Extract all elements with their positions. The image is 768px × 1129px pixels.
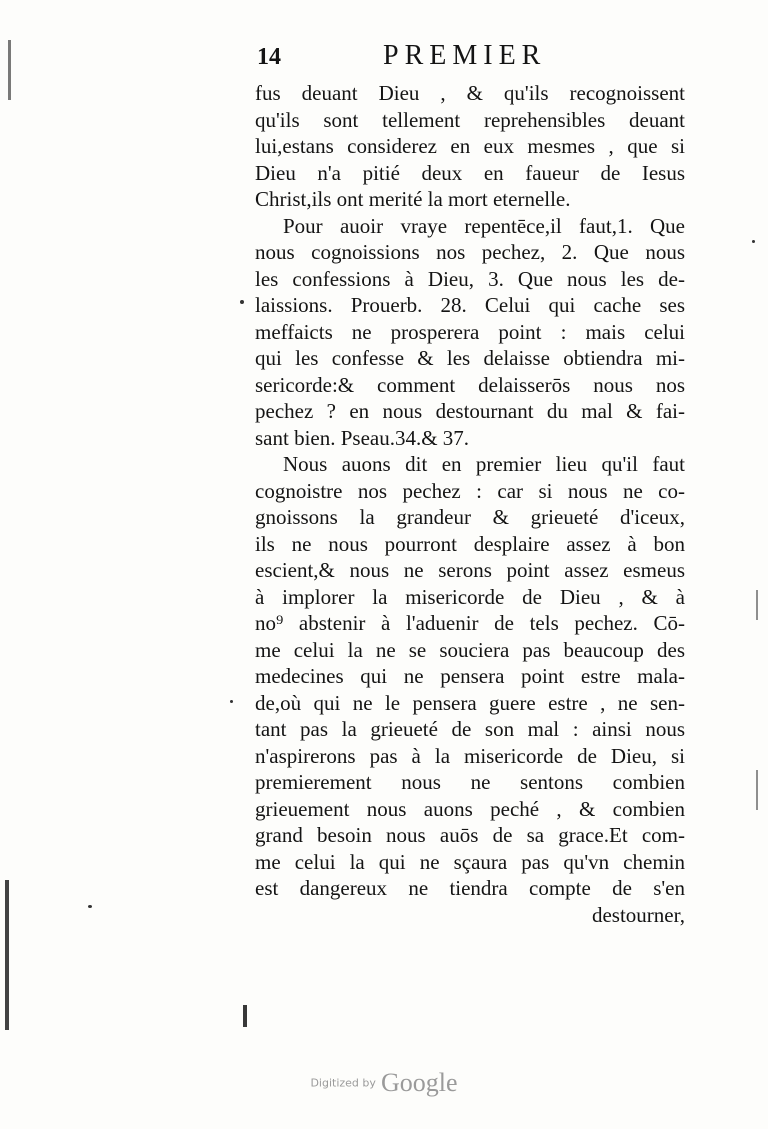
text-line: medecines qui ne pensera point estre mala- [255, 664, 685, 688]
text-line: lui,estans considerez en eux mesmes , que si [255, 134, 685, 158]
text-line: qui les confesse & les delaisse obtiendra mi- [255, 346, 685, 370]
text-line: tant pas la grieueté de son mal : ainsi nous [255, 717, 685, 741]
scan-speck [230, 700, 233, 703]
text-line: premierement nous ne sentons combien [255, 770, 685, 794]
scan-margin-mark [5, 880, 9, 1030]
text-line: pechez ? en nous destournant du mal & fai- [255, 399, 685, 423]
text-line: ils ne nous pourront desplaire assez à bon [255, 531, 685, 556]
text-line: grand besoin nous auōs de sa grace.Et com- [255, 823, 685, 847]
text-line: Christ,ils ont merité la mort eternelle. [255, 187, 571, 211]
digitization-footer [0, 1068, 768, 1098]
scan-margin-mark [756, 590, 758, 620]
text-line: cognoistre nos pechez : car si nous ne co- [255, 478, 685, 503]
text-line: meffaicts ne prosperera point : mais celui [255, 319, 685, 344]
text-line: les confessions à Dieu, 3. Que nous les de- [255, 266, 685, 291]
scan-margin-mark [8, 40, 11, 100]
text-line: grieuement nous auons peché , & combien [255, 796, 685, 821]
catchword: destourner, [591, 902, 685, 927]
scan-speck [88, 905, 92, 908]
text-line: à implorer la misericorde de Dieu , & à [255, 584, 685, 609]
text-line: gnoissons la grandeur & grieueté d'iceux, [255, 505, 685, 529]
page-number: 14 [257, 44, 281, 70]
scan-speck [752, 240, 755, 243]
digitized-by-text: Digitized by [310, 1076, 376, 1090]
paragraph-start-line: Nous auons dit en premier lieu qu'il faut [283, 452, 685, 476]
text-line: me celui la ne se souciera pas beaucoup des [255, 637, 685, 662]
scan-margin-mark [243, 1005, 247, 1027]
paragraph-start-line: Pour auoir vraye repentēce,il faut,1. Que [283, 213, 685, 238]
scan-margin-mark [756, 770, 758, 810]
text-line: de,où qui ne le pensera guere estre , ne sen- [255, 690, 685, 715]
text-line: nous cognoissions nos pechez, 2. Que nous [255, 240, 685, 264]
text-line: est dangereux ne tiendra compte de s'en [255, 876, 685, 900]
text-line: escient,& nous ne serons point assez esmeus [255, 558, 685, 582]
scan-speck [240, 300, 244, 304]
text-line: no⁹ abstenir à l'aduenir de tels pechez. Cō- [255, 611, 685, 635]
text-line: me celui la qui ne sçaura pas qu'vn chemin [255, 849, 685, 874]
text-line: sericorde:& comment delaisserōs nous nos [255, 372, 685, 397]
text-line: Dieu n'a pitié deux en faueur de Iesus [255, 160, 685, 185]
page-header [255, 38, 685, 78]
text-line: sant bien. Pseau.34.& 37. [255, 425, 470, 450]
text-line: fus deuant Dieu , & qu'ils recognoissent [255, 81, 685, 105]
text-line: n'aspirerons pas à la misericorde de Dieu, si [255, 743, 685, 768]
body-text [255, 80, 685, 928]
google-logo: Google [381, 1068, 458, 1097]
text-line: qu'ils sont tellement reprehensibles deuant [255, 107, 685, 132]
running-head: PREMIER [383, 40, 547, 71]
text-line: laissions. Prouerb. 28. Celui qui cache ses [255, 293, 685, 317]
